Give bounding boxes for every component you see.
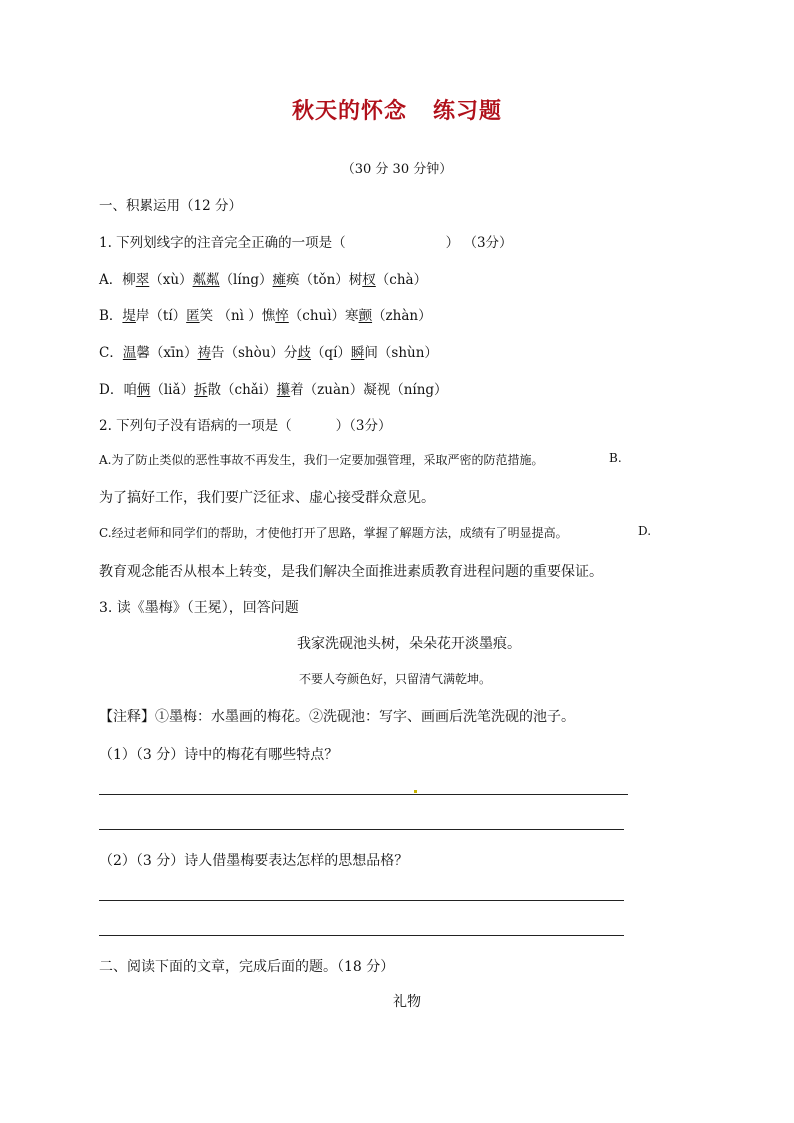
q3-sub2: （2）（3 分）诗人借墨梅要表达怎样的思想品格？ bbox=[99, 853, 409, 869]
q2-stem-text: 2. 下列句子没有语病的一项是（ bbox=[99, 418, 292, 434]
q2-option-d-label: D. bbox=[638, 524, 652, 538]
q1-tail: ） （3分） bbox=[445, 235, 513, 251]
stray-mark bbox=[414, 790, 417, 793]
q2-option-c: C.经过老师和同学们的帮助，才使他打开了思路，掌握了解题方法，成绩有了明显提高。 bbox=[99, 526, 568, 540]
q1-option-a: A．柳翠（xù）粼粼（líng）瘫痪（tǒn）树杈（chà） bbox=[99, 272, 428, 288]
answer-line[interactable] bbox=[99, 829, 624, 830]
q1-stem-text: 1. 下列划线字的注音完全正确的一项是（ bbox=[99, 235, 346, 251]
answer-line[interactable] bbox=[99, 935, 624, 936]
answer-line[interactable] bbox=[99, 900, 624, 901]
annotation-note: 【注释】①墨梅：水墨画的梅花。②洗砚池：写字、画画后洗笔洗砚的池子。 bbox=[99, 709, 575, 725]
q3-stem: 3. 读《墨梅》（王冕），回答问题 bbox=[99, 600, 299, 616]
q1-option-c: C．温馨（xīn）祷告（shòu）分歧（qí）瞬间（shùn） bbox=[99, 345, 438, 361]
q2-option-d: 教育观念能否从根本上转变，是我们解决全面推进素质教育进程问题的重要保证。 bbox=[99, 564, 603, 580]
page-subtitle: （30 分 30 分钟） bbox=[341, 162, 453, 177]
answer-line[interactable] bbox=[99, 794, 628, 795]
section1-heading: 一、积累运用（12 分） bbox=[99, 198, 242, 214]
title-part2: 练习题 bbox=[433, 98, 503, 124]
article-title: 礼物 bbox=[393, 994, 421, 1010]
title-part1: 秋天的怀念 bbox=[291, 98, 407, 124]
q2-stem bbox=[99, 414, 392, 434]
q2-option-b-label: B. bbox=[609, 451, 622, 465]
poem-line-1: 我家洗砚池头树，朵朵花开淡墨痕。 bbox=[297, 636, 521, 652]
q1-option-d: D．咱俩（liǎ）拆散（chǎi）攥着（zuàn）凝视（níng） bbox=[99, 382, 448, 398]
q1-option-b: B．堤岸（tí）匿笑 （nì ）憔悴（chuì）寒颤（zhàn） bbox=[99, 308, 432, 324]
q3-sub1: （1）（3 分）诗中的梅花有哪些特点？ bbox=[99, 747, 339, 763]
q2-tail: ）（3分） bbox=[335, 418, 392, 434]
section2-heading: 二、阅读下面的文章，完成后面的题。（18 分） bbox=[99, 959, 395, 975]
q1-stem bbox=[99, 231, 513, 251]
q2-option-b: 为了搞好工作，我们要广泛征求、虚心接受群众意见。 bbox=[99, 490, 435, 506]
page-title bbox=[0, 94, 794, 125]
q2-option-a: A.为了防止类似的恶性事故不再发生，我们一定要加强管理，采取严密的防范措施。 bbox=[99, 453, 544, 467]
poem-line-2: 不要人夸颜色好，只留清气满乾坤。 bbox=[299, 672, 492, 686]
